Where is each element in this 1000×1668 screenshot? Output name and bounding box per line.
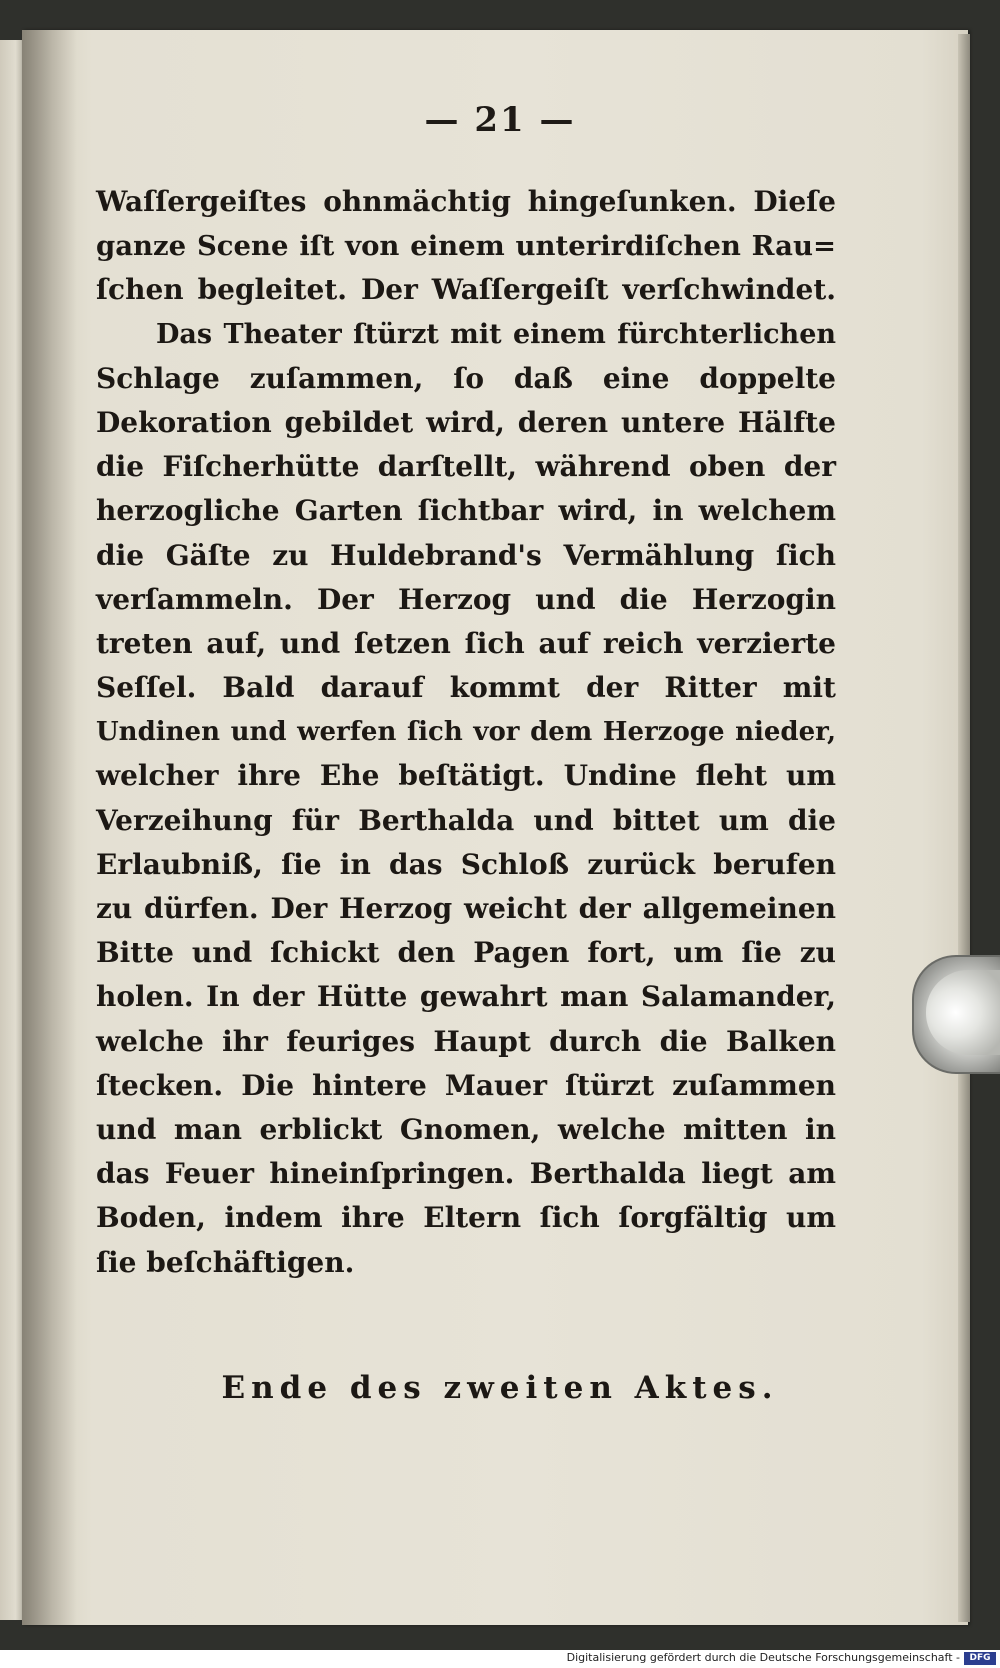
body-text xyxy=(96,180,836,1285)
text-line: Verzeihung für Berthalda und bittet um die xyxy=(96,803,836,837)
text-line: herzogliche Garten ſichtbar wird, in welchem xyxy=(96,494,836,528)
text-line: verſammeln. Der Herzog und die Herzogin xyxy=(96,582,836,616)
page-number: — 21 — xyxy=(424,100,576,140)
text-line: Erlaubniß, ſie in das Schloß zurück berufen xyxy=(96,847,836,881)
text-line: Das Theater ſtürzt mit einem fürchterlichen xyxy=(156,318,836,350)
text-line: Dekoration gebildet wird, deren untere Hälfte xyxy=(96,405,836,439)
text-line: ganze Scene iſt von einem unterirdiſchen Rau= xyxy=(96,230,836,263)
dfg-logo-icon: DFG xyxy=(964,1652,996,1665)
text-line: und man erblickt Gnomen, welche mitten in xyxy=(96,1112,836,1146)
text-line: treten auf, und ſetzen ſich auf reich verzierte xyxy=(96,626,836,660)
text-line: das Feuer hineinſpringen. Berthalda liegt am xyxy=(96,1157,836,1191)
text-line: die Gäſte zu Huldebrand's Vermählung ſich xyxy=(96,538,836,572)
text-line: Bitte und ſchickt den Pagen fort, um ſie zu xyxy=(96,936,836,970)
act-ending-heading: Ende des zweiten Aktes. xyxy=(221,1370,779,1406)
text-line: ſchen begleitet. Der Waſſergeiſt verſchwindet. xyxy=(96,273,836,307)
text-line: Schlage zuſammen, ſo daß eine doppelte xyxy=(96,361,836,395)
page-clip-highlight xyxy=(926,970,1000,1055)
text-line: holen. In der Hütte gewahrt man Salamander, xyxy=(96,980,836,1014)
funding-credit: Digitalisierung gefördert durch die Deutsche Forschungsgemeinschaft - xyxy=(566,1651,960,1664)
text-line: welcher ihre Ehe beſtätigt. Undine fleht um xyxy=(96,759,836,793)
text-line: Seſſel. Bald darauf kommt der Ritter mit xyxy=(96,671,836,705)
text-line: Boden, indem ihre Eltern ſich ſorgfältig um xyxy=(96,1201,836,1235)
text-line: welche ihr feuriges Haupt durch die Balken xyxy=(96,1024,836,1058)
text-line: ſtecken. Die hintere Mauer ſtürzt zuſammen xyxy=(96,1068,836,1102)
text-line: die Fiſcherhütte darſtellt, während oben der xyxy=(96,450,836,484)
text-line: Undinen und werfen ſich vor dem Herzoge nieder, xyxy=(96,717,836,748)
text-line: ſie beſchäftigen. xyxy=(96,1245,355,1279)
text-line: zu dürfen. Der Herzog weicht der allgemeinen xyxy=(96,892,836,925)
text-line: Waſſergeiſtes ohnmächtig hingeſunken. Dieſe xyxy=(96,185,836,218)
